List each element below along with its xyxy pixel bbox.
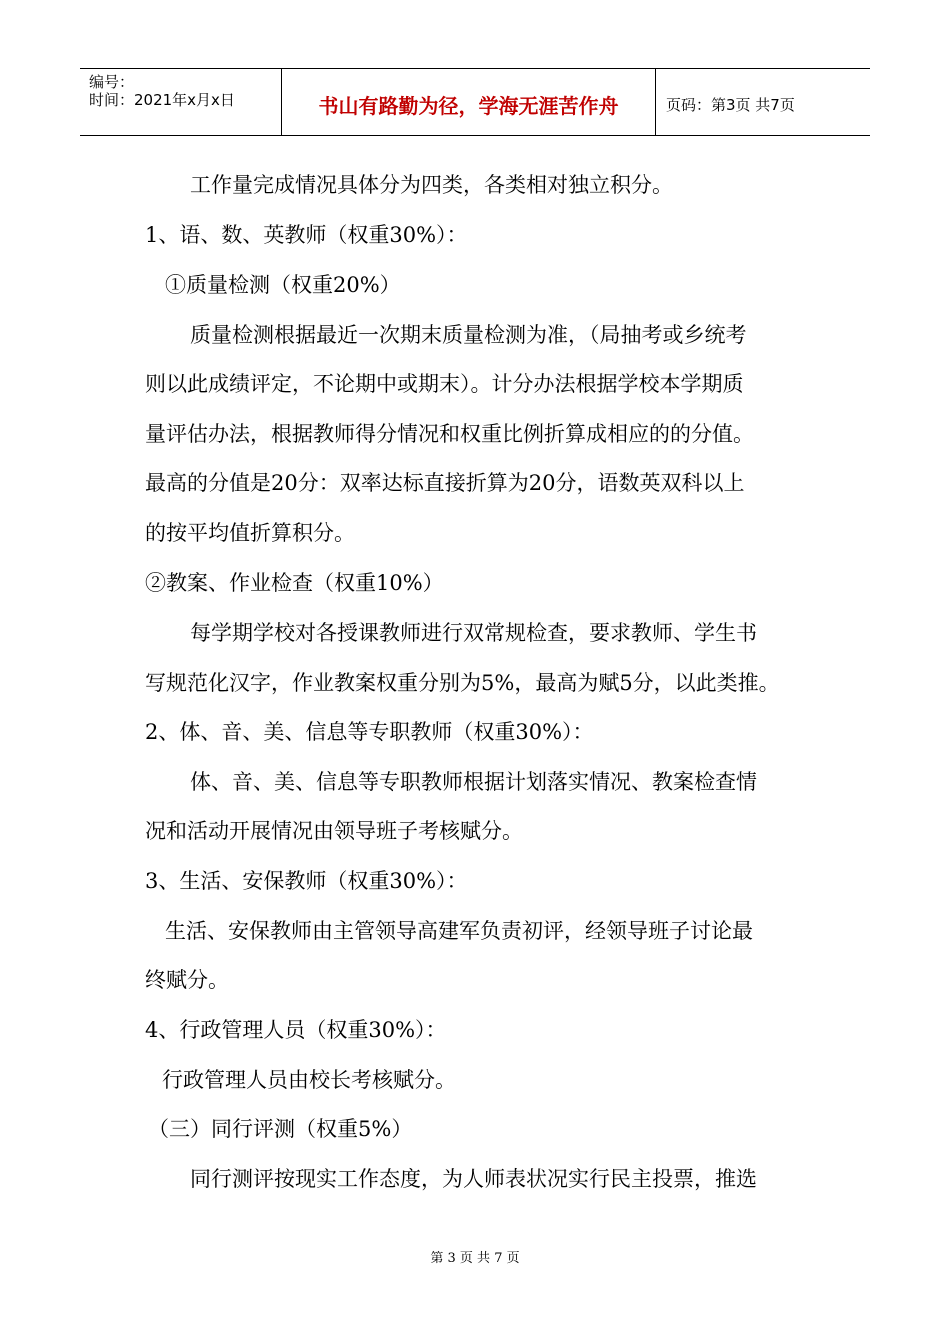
number-label: 编号：	[89, 73, 135, 91]
subsection-heading: ②教案、作业检查（权重10%）	[145, 571, 444, 595]
section-heading: 1、语、数、英教师（权重30%）：	[145, 223, 468, 247]
paragraph-line: 量评估办法，根据教师得分情况和权重比例折算成相应的的分值。	[145, 422, 754, 446]
header-motto: 书山有路勤为径，学海无涯苦作舟	[282, 69, 656, 135]
paragraph-line: 行政管理人员由校长考核赋分。	[162, 1068, 456, 1092]
paragraph-line: 生活、安保教师由主管领导高建军负责初评，经领导班子讨论最	[165, 919, 753, 943]
section-heading: 4、行政管理人员（权重30%）：	[145, 1018, 447, 1042]
paragraph-line: 最高的分值是20分：双率达标直接折算为20分，语数英双科以上	[145, 471, 745, 495]
paragraph-line: 写规范化汉字，作业教案权重分别为5%，最高为赋5分，以此类推。	[145, 671, 780, 695]
page-header	[80, 68, 870, 136]
section-heading: （三）同行评测（权重5%）	[148, 1117, 413, 1141]
header-page-info: 页码：第3页 共7页	[666, 95, 795, 114]
page-footer: 第 3 页 共 7 页	[430, 1251, 520, 1266]
paragraph-line: 况和活动开展情况由领导班子考核赋分。	[145, 819, 523, 843]
paragraph-line: 则以此成绩评定，不论期中或期末）。计分办法根据学校本学期质	[145, 372, 744, 396]
paragraph-line: 终赋分。	[145, 968, 229, 992]
paragraph-line: 同行测评按现实工作态度，为人师表状况实行民主投票，推选	[190, 1167, 757, 1191]
paragraph-line: 工作量完成情况具体分为四类，各类相对独立积分。	[190, 173, 673, 197]
paragraph-line: 质量检测根据最近一次期末质量检测为准，（局抽考或乡统考	[190, 323, 747, 347]
paragraph-line: 体、音、美、信息等专职教师根据计划落实情况、教案检查情	[190, 770, 757, 794]
time-label: 时间：2021年x月x日	[89, 91, 235, 109]
paragraph-line: 每学期学校对各授课教师进行双常规检查，要求教师、学生书	[190, 621, 757, 645]
header-meta	[80, 69, 282, 135]
section-heading: 2、体、音、美、信息等专职教师（权重30%）：	[145, 720, 594, 744]
section-heading: 3、生活、安保教师（权重30%）：	[145, 869, 468, 893]
paragraph-line: 的按平均值折算积分。	[145, 521, 355, 545]
subsection-heading: ①质量检测（权重20%）	[165, 273, 401, 297]
